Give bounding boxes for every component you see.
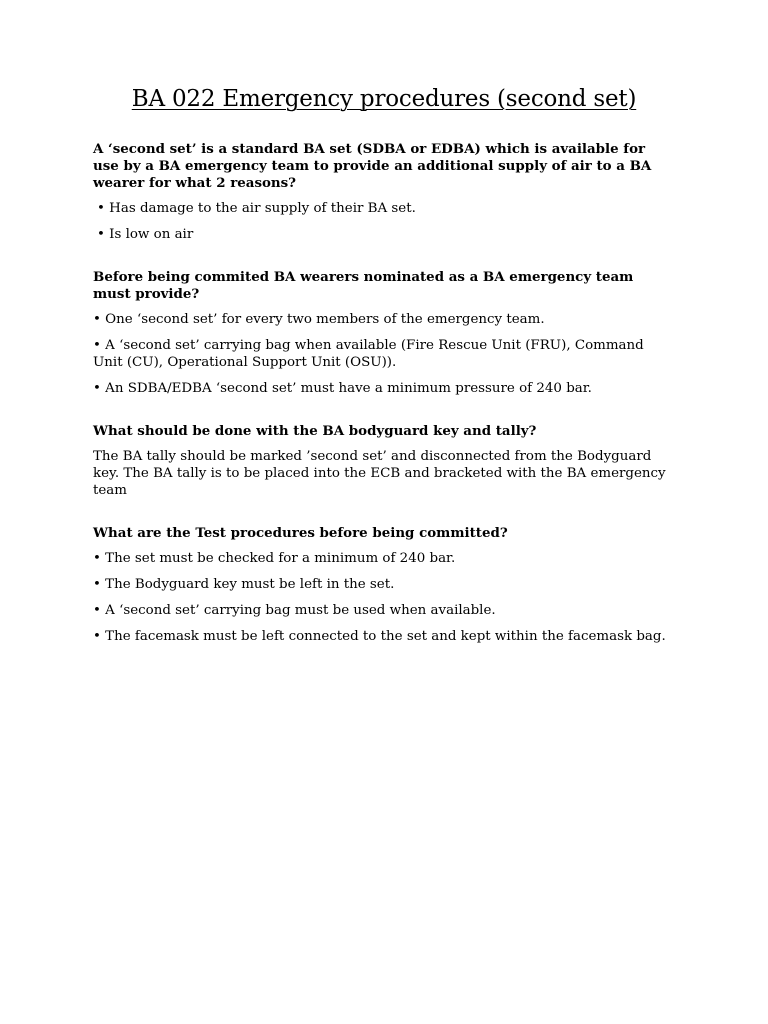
answer-item: • Has damage to the air supply of their BA set.: [97, 201, 416, 216]
section-bodyguard-key-tally: [93, 423, 673, 499]
answer-item: • The Bodyguard key must be left in the set.: [93, 577, 395, 592]
section-question: What are the Test procedures before being committed?: [93, 525, 508, 541]
answer-item: • A ‘second set’ carrying bag when available (Fire Rescue Unit (FRU), Command Unit (CU), Operational Support Unit (OSU)).: [93, 338, 644, 370]
answer-item: • One ‘second set’ for every two members of the emergency team.: [93, 312, 545, 327]
answer-item: • An SDBA/EDBA ‘second set’ must have a minimum pressure of 240 bar.: [93, 381, 592, 396]
section-question: What should be done with the BA bodyguard key and tally?: [93, 423, 537, 439]
section-emergency-team-provide: [93, 269, 673, 397]
section-test-procedures: [93, 525, 673, 645]
page-title: BA 022 Emergency procedures (second set): [131, 86, 637, 112]
answer-item: • The facemask must be left connected to the set and kept within the facemask bag.: [93, 629, 666, 644]
answer-item: • The set must be checked for a minimum of 240 bar.: [93, 551, 456, 566]
section-second-set-reasons: [93, 141, 673, 243]
answer-item: • Is low on air: [97, 227, 194, 242]
answer-paragraph: The BA tally should be marked ’second set’ and disconnected from the Bodyguard key. The BA tally is to be placed into the ECB and bracketed with the BA emergency team: [93, 449, 666, 498]
section-question: A ‘second set’ is a standard BA set (SDBA or EDBA) which is available for use by a BA emergency team to provide an additional supply of air to a BA wearer for what 2 reasons?: [93, 141, 652, 191]
document-body: [93, 141, 673, 654]
answer-item: • A ‘second set’ carrying bag must be used when available.: [93, 603, 496, 618]
section-question: Before being commited BA wearers nominated as a BA emergency team must provide?: [93, 269, 634, 302]
